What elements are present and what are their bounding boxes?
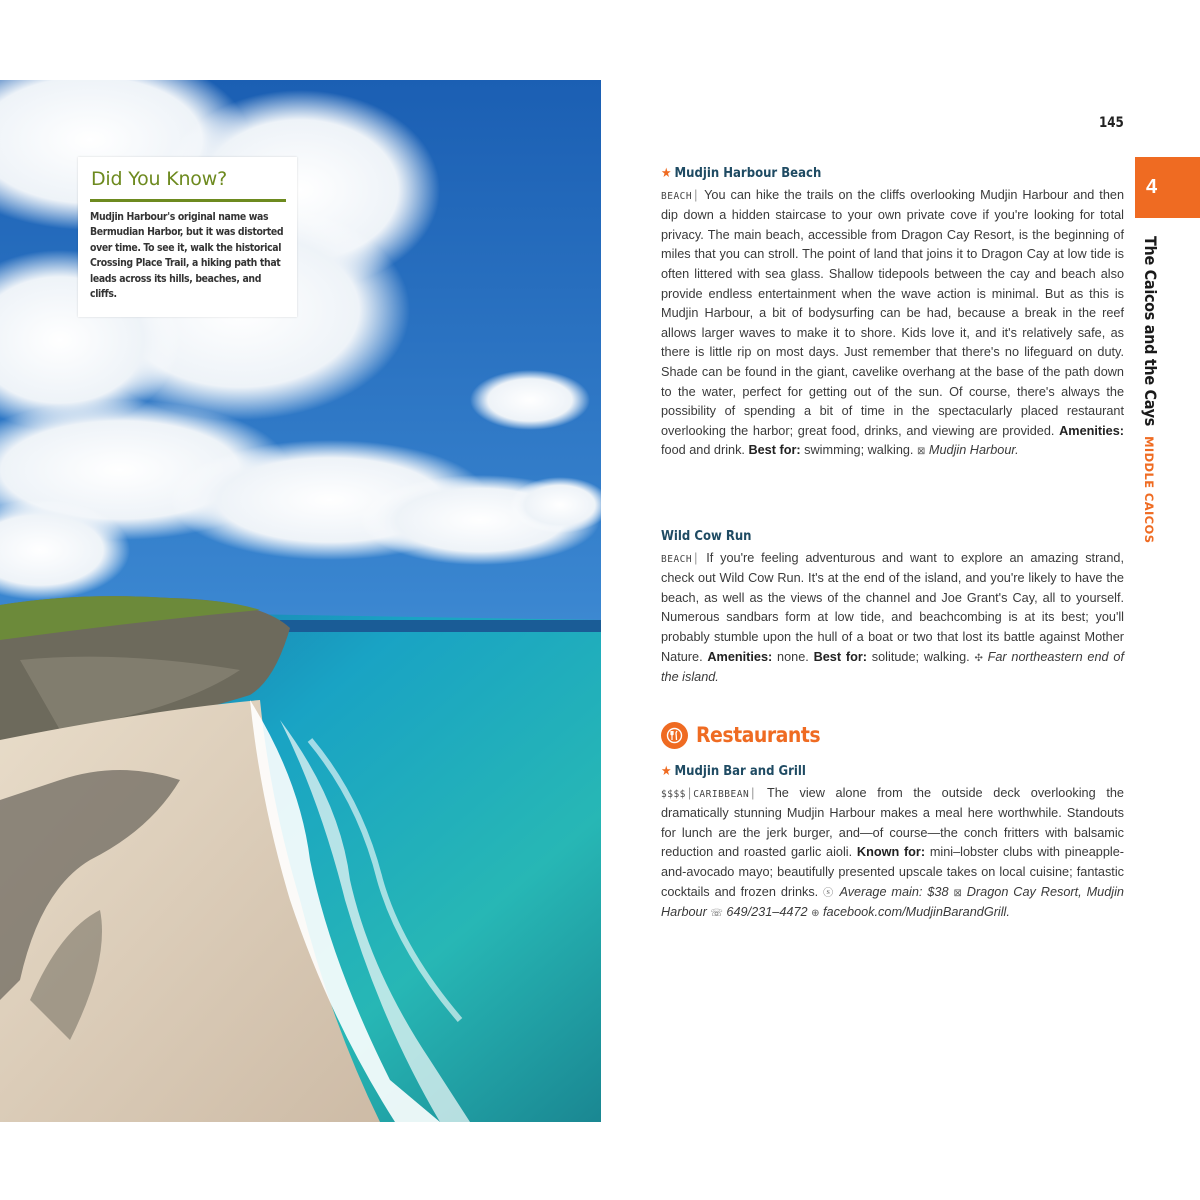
known-for-value: mini–lobster clubs with pineapple-and-avocado mayo; beautifully presented upscale takes on local cuisine; fantastic cocktails and frozen drinks. bbox=[661, 845, 1124, 899]
price-tag: $$$$ bbox=[661, 788, 686, 800]
amenities-label: Amenities: bbox=[1059, 423, 1125, 438]
location-value: Mudjin Harbour. bbox=[928, 443, 1019, 458]
directions-icon: ✣ bbox=[974, 652, 983, 664]
listing-description: BEACH | You can hike the trails on the cliffs overlooking Mudjin Harbour and then dip down a hidden staircase to your own private cove if you're looking for total privacy. The main beach, accessible from Dragon Cay Resort, is the beginning of miles that you can stroll. The point of land that joins it to Dragon Cay at low tide is often littered with sea glass. Shallow tidepools between the cay and beach also provide endless entertainment when the wave action is minimal. But as this is Mudjin Harbour, a bit of bodysurfing can be had, because a break in the reef allows larger waves to make it to shore. Kids love it, and it's relatively safe, as there is little rip on most days. Just remember that there's no lifeguard on duty. Shade can be found in the giant, cavelike overhang at the base of the path down to the water, perfect for getting out of the sun. Of course, there's always the possibility of spending a bit of time in the spectacularly placed restaurant overlooking the harbor; great food, drinks, and viewing are provided. Amenities: food and drink. Best for: swimming; walking. ⊠ Mudjin Harbour. bbox=[661, 187, 1125, 458]
address-icon: ⊠ bbox=[953, 887, 962, 899]
amenities-value: food and drink. bbox=[661, 443, 745, 458]
star-icon: ★ bbox=[661, 764, 672, 779]
did-you-know-text: Mudjin Harbour's original name was Bermudian Harbor, but it was distorted over time. To see it, walk the historical Crossing Place Trail, a hiking path that leads across its hills, beaches, and cliffs. bbox=[90, 211, 284, 301]
listing-mudjin-bar-and-grill bbox=[661, 762, 1124, 924]
listing-title: ★ Mudjin Harbour Beach bbox=[661, 166, 822, 181]
location-value: Far northeastern end of the island. bbox=[661, 649, 1124, 685]
page-number: 145 bbox=[1099, 115, 1124, 131]
chapter-section: MIDDLE CAICOS bbox=[1142, 436, 1156, 544]
web-link[interactable]: facebook.com/MudjinBarandGrill. bbox=[823, 905, 1010, 920]
listing-description: $$$$ | CARIBBEAN | The view alone from the outside deck overlooking the dramatically stunning Mudjin Harbour makes a meal here worthwhile. Standouts for lunch are the jerk burger, and—of course—the conch fritters with balsamic reduction and roasted garlic aioli. Known for: mini–lobster clubs with pineapple-and-avocado mayo; beautifully presented upscale takes on local cuisine; fantastic cocktails and frozen drinks. ⓢ Average main: $38 ⊠ Dragon Cay Resort, Mudjin Harbour ☏ 649/231–4472 ⊕ facebook.com/MudjinBarandGrill. bbox=[661, 785, 1124, 920]
cuisine-tag: CARIBBEAN bbox=[693, 788, 750, 800]
best-for-label: Best for: bbox=[748, 443, 801, 458]
web-icon: ⊕ bbox=[811, 908, 820, 920]
address-value: Dragon Cay Resort, Mudjin Harbour bbox=[661, 884, 1124, 920]
listing-title: Wild Cow Run bbox=[661, 529, 752, 544]
best-for-label: Best for: bbox=[813, 649, 867, 664]
listing-title: ★ Mudjin Bar and Grill bbox=[661, 764, 806, 779]
listing-body: If you're feeling adventurous and want to explore an amazing strand, check out Wild Cow Run. It's at the end of the island, and you're likely to have the beach, as well as the views of the channel and Joe Grant's Cay, all to yourself. Numerous sandbars form at low tide, and beachcombing is at its best; you'll probably stumble upon the hull of a boat or two that lost its battle against Mother Nature. bbox=[661, 550, 1124, 664]
phone-icon: ☏ bbox=[710, 908, 723, 920]
location-pin-icon: ⊠ bbox=[916, 446, 926, 458]
listing-wild-cow-run bbox=[661, 527, 1124, 688]
listing-body: The view alone from the outside deck overlooking the dramatically stunning Mudjin Harbour makes a meal here worthwhile. Standouts for lunch are the jerk burger, and—of course—the conch fritters with balsamic reduction and roasted garlic aioli. bbox=[661, 785, 1124, 860]
restaurants-title: Restaurants bbox=[696, 723, 821, 747]
price-icon: ⓢ bbox=[823, 887, 835, 899]
best-for-value: swimming; walking. bbox=[804, 443, 914, 458]
chapter-number: 4 bbox=[1146, 176, 1158, 198]
best-for-value: solitude; walking. bbox=[871, 649, 970, 664]
average-main: Average main: $38 bbox=[839, 884, 949, 899]
star-icon: ★ bbox=[661, 166, 672, 181]
chapter-tab bbox=[1135, 157, 1200, 218]
listing-body: You can hike the trails on the cliffs overlooking Mudjin Harbour and then dip down a hidden staircase to your own private cove if you're looking for total privacy. The main beach, accessible from Dragon Cay Resort, is the beginning of miles that you can stroll. The point of land that joins it to Dragon Cay at low tide is often littered with sea glass. Shallow tidepools between the cay and beach also provide endless entertainment when the wave action is minimal. But as this is Mudjin Harbour, a bit of bodysurfing can be had, because a break in the reef allows larger waves to make it to shore. Kids love it, and it's relatively safe, as there is little rip on most days. Just remember that there's no lifeguard on duty. Shade can be found in the giant, cavelike overhang at the base of the path down to the water, perfect for getting out of the sun. Of course, there's always the possibility of spending a bit of time in the spectacularly placed restaurant overlooking the harbor; great food, drinks, and viewing are provided. bbox=[661, 187, 1124, 438]
listing-mudjin-harbour-beach bbox=[661, 164, 1124, 462]
did-you-know-divider bbox=[90, 199, 286, 202]
listing-description: BEACH | If you're feeling adventurous and want to explore an amazing strand, check out Wild Cow Run. It's at the end of the island, and you're likely to have the beach, as well as the views of the channel and Joe Grant's Cay, all to yourself. Numerous sandbars form at low tide, and beachcombing is at its best; you'll probably stumble upon the hull of a boat or two that lost its battle against Mother Nature. Amenities: none. Best for: solitude; walking. ✣ Far northeastern end of the island. bbox=[661, 550, 1124, 685]
phone-value: 649/231–4472 bbox=[726, 905, 808, 920]
chapter-running-head bbox=[1140, 236, 1160, 543]
known-for-label: Known for: bbox=[856, 845, 926, 860]
amenities-value: none. bbox=[777, 649, 809, 664]
chapter-title: The Caicos and the Cays bbox=[1141, 236, 1160, 427]
did-you-know-box bbox=[78, 157, 297, 317]
fork-knife-icon bbox=[661, 722, 688, 749]
restaurants-heading bbox=[661, 719, 820, 751]
amenities-label: Amenities: bbox=[707, 649, 773, 664]
did-you-know-title: Did You Know? bbox=[91, 168, 227, 190]
category-tag: BEACH bbox=[661, 190, 693, 202]
category-tag: BEACH bbox=[661, 553, 693, 565]
